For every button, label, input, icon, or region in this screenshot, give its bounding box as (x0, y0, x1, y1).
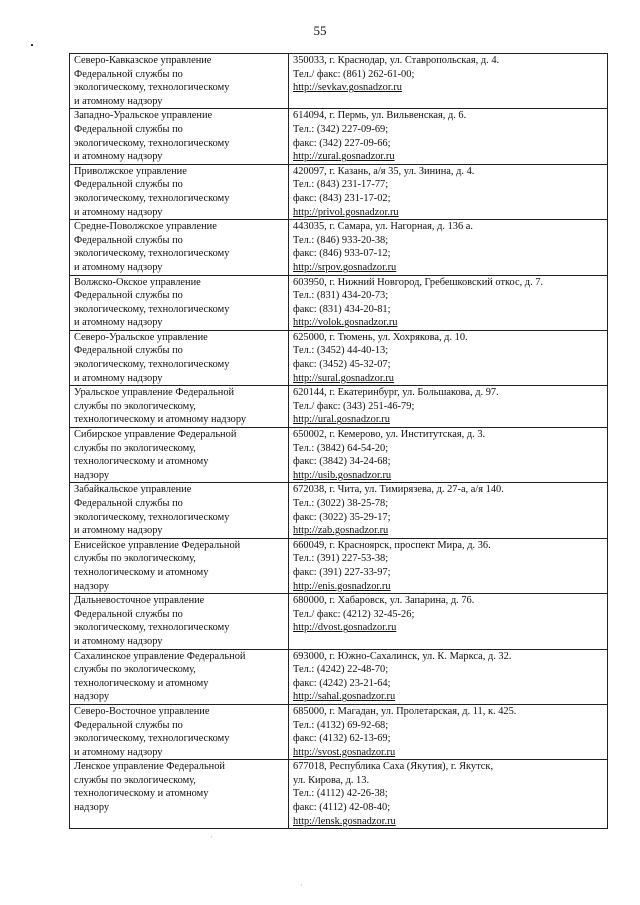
contact-cell (289, 760, 608, 829)
contact-line: Тел.: (4132) 69-92-68; (293, 719, 389, 731)
agency-name-line: Северо-Восточное управление (74, 705, 210, 717)
website-link[interactable]: http://svost.gosnadzor.ru (293, 746, 396, 758)
contact-line: Тел.: (3842) 64-54-20; (293, 442, 389, 454)
agency-name-line: надзору (74, 691, 110, 703)
agency-name-line: Забайкальское управление (74, 484, 192, 496)
directory-table (69, 53, 608, 829)
contact-line: 603950, г. Нижний Новгород, Гребешковский откос, д. 7. (293, 276, 544, 288)
agency-name-line: и атомному надзору (74, 151, 163, 163)
agency-name-line: технологическому и атомному (74, 456, 209, 468)
website-link[interactable]: http://usib.gosnadzor.ru (293, 469, 392, 481)
website-link[interactable]: http://sahal.gosnadzor.ru (293, 691, 396, 703)
contact-line: факс: (391) 227-33-97; (293, 566, 391, 578)
contact-line: 693000, г. Южно-Сахалинск, ул. К. Маркса, д. 32. (293, 650, 512, 662)
agency-name-line: Федеральной службы по (74, 68, 183, 80)
scan-artifact: · (210, 832, 213, 842)
table-row (70, 428, 608, 483)
agency-name-line: экологическому, технологическому (74, 359, 230, 371)
contact-line: 614094, г. Пермь, ул. Вильвенская, д. 6. (293, 110, 467, 122)
contact-line: факс: (3022) 35-29-17; (293, 511, 391, 523)
agency-name-line: Северо-Кавказское управление (74, 55, 212, 66)
contact-line: Тел.: (831) 434-20-73; (293, 290, 389, 302)
agency-name-line: службы по экологическому, (74, 774, 196, 786)
agency-name-line: службы по экологическому, (74, 442, 196, 454)
table-row (70, 760, 608, 829)
agency-name-line: Федеральной службы по (74, 345, 183, 357)
agency-name-cell (70, 275, 289, 330)
agency-name-line: Уральское управление Федеральной (74, 387, 235, 399)
contact-cell (289, 164, 608, 219)
agency-name-line: экологическому, технологическому (74, 733, 230, 745)
agency-name-line: надзору (74, 802, 110, 814)
agency-name-cell (70, 54, 289, 109)
contact-line: факс: (846) 933-07-12; (293, 248, 391, 260)
agency-name-line: и атомному надзору (74, 261, 163, 273)
scan-artifact: · (300, 880, 303, 890)
agency-name-line: Енисейское управление Федеральной (74, 539, 241, 551)
table-row (70, 704, 608, 759)
contact-line: 420097, г. Казань, а/я 35, ул. Зинина, д. 4. (293, 165, 475, 177)
agency-name-line: службы по экологическому, (74, 664, 196, 676)
page-number: 55 (313, 23, 327, 38)
agency-name-cell (70, 330, 289, 385)
contact-cell (289, 594, 608, 649)
contact-line: факс: (831) 434-20-81; (293, 303, 391, 315)
agency-name-line: и атомному надзору (74, 206, 163, 218)
website-link[interactable]: http://zab.gosnadzor.ru (293, 525, 389, 537)
agency-name-cell (70, 538, 289, 593)
website-link[interactable]: http://ural.gosnadzor.ru (293, 414, 390, 426)
contact-line: 680000, г. Хабаровск, ул. Запарина, д. 76. (293, 595, 475, 607)
agency-name-line: Федеральной службы по (74, 123, 183, 135)
table-row (70, 594, 608, 649)
agency-name-line: Федеральной службы по (74, 179, 183, 191)
agency-name-line: технологическому и атомному (74, 788, 209, 800)
agency-name-line: экологическому, технологическому (74, 303, 230, 315)
contact-cell (289, 428, 608, 483)
contact-line: факс: (843) 231-17-02; (293, 192, 391, 204)
agency-name-cell (70, 428, 289, 483)
agency-name-line: и атомному надзору (74, 635, 163, 647)
website-link[interactable]: http://enis.gosnadzor.ru (293, 580, 391, 592)
agency-name-line: и атомному надзору (74, 317, 163, 329)
agency-name-line: технологическому и атомному (74, 677, 209, 689)
contact-line: Тел.: (4112) 42-26-38; (293, 788, 388, 800)
agency-name-line: и атомному надзору (74, 746, 163, 758)
agency-name-cell (70, 109, 289, 164)
website-link[interactable]: http://volok.gosnadzor.ru (293, 317, 398, 329)
agency-name-cell (70, 649, 289, 704)
agency-name-line: службы по экологическому, (74, 553, 196, 565)
agency-name-line: Федеральной службы по (74, 719, 183, 731)
table-row (70, 109, 608, 164)
agency-name-line: Западно-Уральское управление (74, 110, 213, 122)
contact-line: факс: (4112) 42-08-40; (293, 802, 391, 814)
contact-line: Тел.: (3452) 44-40-13; (293, 345, 389, 357)
table-row (70, 483, 608, 538)
agency-name-cell (70, 760, 289, 829)
contact-cell (289, 538, 608, 593)
contact-line: Тел.: (846) 933-20-38; (293, 234, 389, 246)
contact-line: ул. Кирова, д. 13. (293, 774, 370, 786)
agency-name-line: Дальневосточное управление (74, 595, 205, 607)
agency-name-cell (70, 386, 289, 428)
contact-cell (289, 330, 608, 385)
table-row (70, 164, 608, 219)
contact-cell (289, 483, 608, 538)
agency-name-line: Приволжское управление (74, 165, 187, 177)
table-row (70, 275, 608, 330)
scan-dot (31, 44, 33, 46)
agency-name-line: экологическому, технологическому (74, 192, 230, 204)
agency-name-line: службы по экологическому, (74, 400, 196, 412)
agency-name-line: и атомному надзору (74, 525, 163, 537)
agency-name-line: Федеральной службы по (74, 290, 183, 302)
contact-line: Тел.: (3022) 38-25-78; (293, 498, 389, 509)
contact-line: Тел.: (843) 231-17-77; (293, 179, 389, 191)
table-row (70, 649, 608, 704)
contact-line: Тел.: (342) 227-09-69; (293, 123, 389, 135)
table-row (70, 220, 608, 275)
agency-name-line: и атомному надзору (74, 95, 163, 107)
contact-cell (289, 386, 608, 428)
contact-cell (289, 109, 608, 164)
website-link[interactable]: http://zural.gosnadzor.ru (293, 151, 395, 163)
agency-name-line: Средне-Поволжское управление (74, 221, 217, 233)
contact-line: 685000, г. Магадан, ул. Пролетарская, д. 11, к. 425. (293, 705, 517, 717)
agency-name-line: Федеральной службы по (74, 608, 183, 620)
contact-line: 620144, г. Екатеринбург, ул. Большакова, д. 97. (293, 387, 499, 399)
contact-cell (289, 649, 608, 704)
contact-line: факс: (4132) 62-13-69; (293, 733, 391, 745)
agency-name-cell (70, 220, 289, 275)
website-link[interactable]: http://sural.gosnadzor.ru (293, 372, 395, 384)
contact-line: факс: (3842) 34-24-68; (293, 456, 391, 468)
agency-name-line: Сахалинское управление Федеральной (74, 650, 246, 662)
contact-line: 443035, г. Самара, ул. Нагорная, д. 136 а. (293, 221, 473, 233)
contact-line: Тел.: (391) 227-53-38; (293, 553, 389, 565)
agency-name-line: экологическому, технологическому (74, 82, 230, 94)
website-link[interactable]: http://dvost.gosnadzor.ru (293, 622, 397, 634)
website-link[interactable]: http://privol.gosnadzor.ru (293, 206, 399, 218)
agency-name-line: Федеральной службы по (74, 234, 183, 246)
contact-line: 677018, Республика Саха (Якутия), г. Якутск, (293, 761, 494, 773)
agency-name-line: экологическому, технологическому (74, 248, 230, 260)
agency-name-cell (70, 594, 289, 649)
agency-name-cell (70, 483, 289, 538)
agency-name-cell (70, 704, 289, 759)
agency-name-line: надзору (74, 580, 110, 592)
directory-table-body (70, 54, 608, 829)
contact-line: 660049, г. Красноярск, проспект Мира, д. 36. (293, 539, 491, 551)
website-link[interactable]: http://sevkav.gosnadzor.ru (293, 82, 402, 94)
contact-line: Тел.: (4242) 22-48-70; (293, 664, 389, 676)
contact-line: Тел./ факс: (4212) 32-45-26; (293, 608, 415, 620)
table-row (70, 330, 608, 385)
agency-name-line: экологическому, технологическому (74, 622, 230, 634)
contact-cell (289, 704, 608, 759)
agency-name-line: Северо-Уральское управление (74, 331, 208, 343)
contact-line: Тел./ факс: (343) 251-46-79; (293, 400, 415, 412)
contact-line: факс: (3452) 45-32-07; (293, 359, 391, 371)
agency-name-line: технологическому и атомному надзору (74, 414, 247, 426)
website-link[interactable]: http://srpov.gosnadzor.ru (293, 261, 397, 273)
agency-name-line: Волжско-Окское управление (74, 276, 201, 288)
agency-name-line: экологическому, технологическому (74, 137, 230, 149)
agency-name-cell (70, 164, 289, 219)
agency-name-line: Федеральной службы по (74, 498, 183, 509)
contact-cell (289, 54, 608, 109)
contact-cell (289, 275, 608, 330)
table-row (70, 538, 608, 593)
agency-name-line: Сибирское управление Федеральной (74, 429, 237, 441)
contact-line: 625000, г. Тюмень, ул. Хохрякова, д. 10. (293, 331, 468, 343)
contact-line: факс: (4242) 23-21-64; (293, 677, 391, 689)
agency-name-line: экологическому, технологическому (74, 511, 230, 523)
agency-name-line: надзору (74, 469, 110, 481)
agency-name-line: Ленское управление Федеральной (74, 761, 225, 773)
table-row (70, 54, 608, 109)
website-link[interactable]: http://lensk.gosnadzor.ru (293, 815, 396, 827)
contact-line: 672038, г. Чита, ул. Тимирязева, д. 27-а, а/я 140. (293, 484, 504, 496)
agency-name-line: и атомному надзору (74, 372, 163, 384)
contact-line: Тел./ факс: (861) 262-61-00; (293, 68, 415, 80)
table-row (70, 386, 608, 428)
contact-line: 350033, г. Краснодар, ул. Ставропольская, д. 4. (293, 55, 500, 66)
contact-cell (289, 220, 608, 275)
agency-name-line: технологическому и атомному (74, 566, 209, 578)
contact-line: факс: (342) 227-09-66; (293, 137, 391, 149)
contact-line: 650002, г. Кемерово, ул. Институтская, д. 3. (293, 429, 486, 441)
